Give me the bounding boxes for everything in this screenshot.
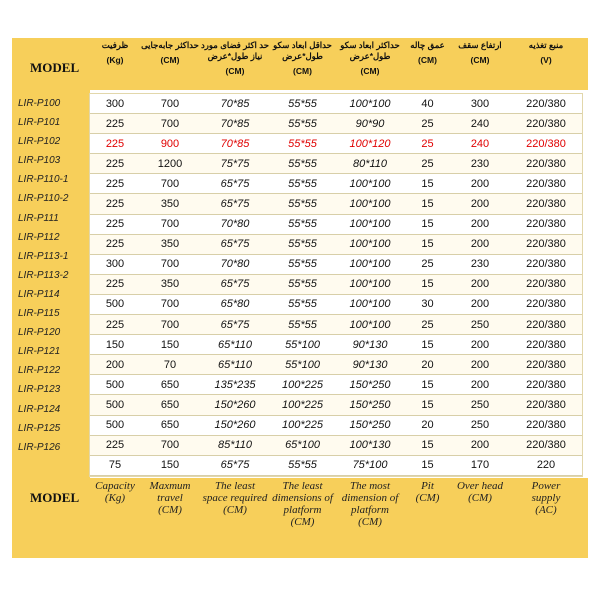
table-cell: 65*110 [200, 335, 270, 355]
model-name: LIR-P120 [18, 327, 61, 339]
table-cell: 220/380 [510, 174, 582, 194]
table-cell: 220 [510, 455, 582, 475]
table-cell: 300 [450, 94, 510, 114]
model-name: LIR-P114 [18, 288, 60, 300]
table-cell: 65*100 [270, 435, 335, 455]
table-cell: 250 [450, 395, 510, 415]
table-cell: 225 [90, 154, 140, 174]
model-name: LIR-P102 [18, 136, 61, 148]
column-footer-line: dimensions of [272, 492, 333, 504]
column-header-unit: (CM) [293, 66, 312, 76]
table-row [90, 315, 582, 335]
table-cell: 250 [450, 315, 510, 335]
table-cell: 70*85 [200, 134, 270, 154]
table-cell: 650 [140, 395, 200, 415]
table-cell: 700 [140, 94, 200, 114]
table-cell: 55*55 [270, 455, 335, 475]
table-cell: 150*250 [335, 415, 405, 435]
table-cell: 700 [140, 435, 200, 455]
table-cell: 100*100 [335, 174, 405, 194]
table-row [90, 214, 582, 234]
table-cell: 150*260 [200, 395, 270, 415]
column-header [140, 40, 200, 88]
table-cell: 150 [90, 335, 140, 355]
table-cell: 65*75 [200, 234, 270, 254]
column-header-label: حداکثر جابه‌جایی [141, 40, 199, 50]
column-footer [450, 478, 510, 558]
table-cell: 220/380 [510, 194, 582, 214]
table-cell: 150*250 [335, 375, 405, 395]
table-cell: 150 [140, 455, 200, 475]
column-header-unit: (V) [540, 55, 552, 65]
table-cell: 500 [90, 294, 140, 314]
table-cell: 55*55 [270, 294, 335, 314]
table-cell: 220/380 [510, 315, 582, 335]
table-cell: 55*55 [270, 114, 335, 134]
model-name: LIR-P113-2 [18, 269, 69, 281]
column-footer-line: (CM) [358, 516, 382, 528]
column-header-label: حداقل ابعاد سکو طول*عرض [273, 40, 332, 61]
table-cell: 25 [405, 134, 450, 154]
table-cell: 55*55 [270, 174, 335, 194]
table-cell: 200 [450, 355, 510, 375]
column-header [90, 40, 140, 88]
table-cell: 25 [405, 315, 450, 335]
column-header [450, 40, 510, 88]
table-cell: 90*90 [335, 114, 405, 134]
table-cell: 350 [140, 274, 200, 294]
column-header-unit: (CM) [360, 66, 380, 76]
column-header-label: ارتفاع سقف [458, 40, 502, 50]
table-cell: 200 [450, 274, 510, 294]
column-header-unit: (CM) [418, 55, 437, 65]
table-cell: 225 [90, 234, 140, 254]
table-cell: 25 [405, 114, 450, 134]
column-footer-line: Capacity [95, 480, 135, 492]
model-header-label: MODEL [30, 60, 80, 75]
table-cell: 70*85 [200, 94, 270, 114]
table-cell: 900 [140, 134, 200, 154]
table-cell: 230 [450, 254, 510, 274]
model-name: LIR-P112 [18, 231, 60, 243]
table-cell: 55*55 [270, 234, 335, 254]
table-cell: 100*225 [270, 415, 335, 435]
table-cell: 25 [405, 154, 450, 174]
table-cell: 70*80 [200, 214, 270, 234]
table-cell: 65*80 [200, 294, 270, 314]
table-cell: 65*75 [200, 174, 270, 194]
table-cell: 20 [405, 415, 450, 435]
model-name: LIR-P122 [18, 365, 61, 377]
column-footer-line: Over head [456, 480, 504, 492]
column-header [335, 40, 405, 88]
table-cell: 100*100 [335, 234, 405, 254]
table-cell: 200 [450, 214, 510, 234]
table-cell: 40 [405, 94, 450, 114]
column-footer-line: space required [202, 492, 268, 504]
column-footer [90, 478, 140, 558]
table-row [90, 335, 582, 355]
table-cell: 75*75 [200, 154, 270, 174]
table-cell: 100*100 [335, 315, 405, 335]
column-header [510, 40, 582, 88]
table-cell: 220/380 [510, 134, 582, 154]
column-footer-line: (CM) [468, 492, 492, 504]
table-cell: 70*80 [200, 254, 270, 274]
table-cell: 15 [405, 335, 450, 355]
table-cell: 650 [140, 415, 200, 435]
table-cell: 55*55 [270, 194, 335, 214]
table-cell: 150 [140, 335, 200, 355]
table-cell: 200 [450, 375, 510, 395]
table-row [90, 274, 582, 294]
table-cell: 55*55 [270, 154, 335, 174]
table-cell: 200 [450, 435, 510, 455]
model-name: LIR-P113-1 [18, 250, 69, 262]
model-list [16, 94, 90, 457]
table-cell: 225 [90, 274, 140, 294]
table-cell: 700 [140, 214, 200, 234]
column-footer-line: dimension of [341, 492, 399, 504]
column-footer-line: The most [349, 480, 391, 492]
table-cell: 220/380 [510, 395, 582, 415]
table-cell: 220/380 [510, 154, 582, 174]
table-cell: 90*130 [335, 335, 405, 355]
column-footer-line: (CM) [290, 516, 315, 528]
column-header-unit: (CM) [160, 55, 180, 65]
model-name: LIR-P110-1 [18, 174, 69, 186]
table-cell: 650 [140, 375, 200, 395]
table-cell: 135*235 [200, 375, 270, 395]
column-footer-line: (CM) [415, 492, 440, 504]
table-cell: 55*55 [270, 134, 335, 154]
table-row [90, 94, 582, 114]
column-footer-line: (CM) [158, 504, 182, 516]
table-cell: 65*75 [200, 274, 270, 294]
column-header-label: منبع تغذیه [528, 40, 564, 50]
table-cell: 70 [140, 355, 200, 375]
table-cell: 55*55 [270, 254, 335, 274]
table-cell: 700 [140, 174, 200, 194]
table-cell: 500 [90, 415, 140, 435]
table-row [90, 154, 582, 174]
table-cell: 25 [405, 254, 450, 274]
table-cell: 15 [405, 435, 450, 455]
table-cell: 55*55 [270, 94, 335, 114]
table-cell: 700 [140, 294, 200, 314]
table-cell: 15 [405, 214, 450, 234]
table-cell: 75 [90, 455, 140, 475]
column-footer-line: Pit [421, 480, 434, 492]
model-footer-label: MODEL [30, 490, 80, 505]
column-footer-line: Power [531, 480, 561, 492]
column-header [200, 40, 270, 88]
column-header-label: عمق چاله [410, 40, 445, 50]
table-cell: 55*100 [270, 335, 335, 355]
table-cell: 220/380 [510, 335, 582, 355]
table-cell: 200 [450, 294, 510, 314]
table-row [90, 174, 582, 194]
table-cell: 230 [450, 154, 510, 174]
table-cell: 100*100 [335, 274, 405, 294]
model-name: LIR-P100 [18, 98, 61, 109]
table-cell: 65*110 [200, 355, 270, 375]
table-cell: 250 [450, 415, 510, 435]
table-cell: 70*85 [200, 114, 270, 134]
table-cell: 220/380 [510, 355, 582, 375]
model-name: LIR-P126 [18, 441, 61, 453]
column-header [270, 40, 335, 88]
column-header [405, 40, 450, 88]
table-row [90, 134, 582, 154]
table-cell: 225 [90, 134, 140, 154]
table-cell: 300 [90, 254, 140, 274]
column-footer [200, 478, 270, 558]
table-cell: 170 [450, 455, 510, 475]
table-cell: 100*100 [335, 254, 405, 274]
model-name: LIR-P110-2 [18, 193, 69, 205]
table-cell: 350 [140, 194, 200, 214]
model-name: LIR-P115 [18, 308, 60, 320]
column-footer-line: platform [351, 504, 389, 516]
model-name: LIR-P124 [18, 403, 61, 415]
table-row [90, 415, 582, 435]
table-row [90, 375, 582, 395]
column-header-label: حد اکثر فضای مورد نیاز طول*عرض [201, 40, 269, 61]
column-footer [140, 478, 200, 558]
table-row [90, 254, 582, 274]
model-name: LIR-P123 [18, 384, 61, 396]
table-cell: 500 [90, 375, 140, 395]
table-cell: 220/380 [510, 114, 582, 134]
table-cell: 75*100 [335, 455, 405, 475]
table-cell: 15 [405, 194, 450, 214]
column-footer-line: The least [282, 480, 323, 492]
column-footer-line: platform [283, 504, 322, 516]
table-cell: 350 [140, 234, 200, 254]
table-cell: 100*100 [335, 194, 405, 214]
table-cell: 200 [450, 174, 510, 194]
table-row [90, 194, 582, 214]
table-cell: 65*75 [200, 455, 270, 475]
column-footer-line: (AC) [535, 504, 557, 516]
table-cell: 100*130 [335, 435, 405, 455]
table-row [90, 114, 582, 134]
table-cell: 100*120 [335, 134, 405, 154]
table-cell: 100*100 [335, 94, 405, 114]
column-footer-line: The least [214, 480, 256, 492]
column-footer-line: travel [157, 492, 183, 504]
table-row [90, 234, 582, 254]
table-cell: 220/380 [510, 375, 582, 395]
table-cell: 200 [90, 355, 140, 375]
column-header-unit: (CM) [225, 66, 245, 76]
column-footer [405, 478, 450, 558]
table-cell: 200 [450, 194, 510, 214]
table-cell: 220/380 [510, 234, 582, 254]
table-cell: 20 [405, 355, 450, 375]
column-header-label: حداکثر ابعاد سکو طول*عرض [340, 40, 400, 61]
model-name: LIR-P125 [18, 422, 61, 434]
table-cell: 225 [90, 174, 140, 194]
table-cell: 240 [450, 134, 510, 154]
spec-table [90, 94, 582, 476]
table-cell: 100*100 [335, 294, 405, 314]
table-cell: 15 [405, 274, 450, 294]
table-cell: 225 [90, 214, 140, 234]
table-cell: 200 [450, 234, 510, 254]
column-header-label: ظرفیت [101, 40, 129, 50]
table-cell: 100*225 [270, 395, 335, 415]
table-cell: 15 [405, 234, 450, 254]
column-footer [510, 478, 582, 558]
table-cell: 80*110 [335, 154, 405, 174]
table-cell: 240 [450, 114, 510, 134]
table-row [90, 455, 582, 475]
table-cell: 15 [405, 174, 450, 194]
table-cell: 55*55 [270, 214, 335, 234]
table-cell: 15 [405, 455, 450, 475]
table-cell: 1200 [140, 154, 200, 174]
column-footer [270, 478, 335, 558]
table-cell: 700 [140, 114, 200, 134]
column-header-unit: (CM) [470, 55, 490, 65]
table-cell: 220/380 [510, 435, 582, 455]
table-cell: 65*75 [200, 194, 270, 214]
table-row [90, 435, 582, 455]
column-footer-line: (CM) [223, 504, 247, 516]
table-row [90, 294, 582, 314]
table-cell: 55*100 [270, 355, 335, 375]
table-cell: 30 [405, 294, 450, 314]
table-cell: 55*55 [270, 315, 335, 335]
table-cell: 220/380 [510, 214, 582, 234]
table-cell: 225 [90, 114, 140, 134]
table-cell: 225 [90, 435, 140, 455]
table-cell: 300 [90, 94, 140, 114]
table-cell: 220/380 [510, 254, 582, 274]
table-cell: 65*75 [200, 315, 270, 335]
model-name: LIR-P101 [18, 117, 61, 129]
table-cell: 225 [90, 194, 140, 214]
table-cell: 220/380 [510, 294, 582, 314]
table-cell: 90*130 [335, 355, 405, 375]
table-cell: 220/380 [510, 415, 582, 435]
table-cell: 200 [450, 335, 510, 355]
table-cell: 100*100 [335, 214, 405, 234]
table-cell: 150*260 [200, 415, 270, 435]
table-cell: 700 [140, 254, 200, 274]
table-row [90, 355, 582, 375]
model-name: LIR-P111 [18, 212, 59, 224]
model-name: LIR-P103 [18, 155, 61, 167]
table-cell: 220/380 [510, 94, 582, 114]
column-footer-line: Maxmum [149, 480, 191, 492]
column-footer-line: (Kg) [104, 492, 126, 504]
column-footer [335, 478, 405, 558]
table-cell: 500 [90, 395, 140, 415]
table-cell: 85*110 [200, 435, 270, 455]
table-cell: 15 [405, 395, 450, 415]
table-cell: 55*55 [270, 274, 335, 294]
table-cell: 220/380 [510, 274, 582, 294]
table-cell: 100*225 [270, 375, 335, 395]
table-cell: 15 [405, 375, 450, 395]
column-header-unit: (Kg) [106, 55, 124, 65]
table-cell: 150*250 [335, 395, 405, 415]
table-cell: 225 [90, 315, 140, 335]
table-cell: 700 [140, 315, 200, 335]
column-footer-line: supply [531, 492, 561, 504]
table-row [90, 395, 582, 415]
model-name: LIR-P121 [18, 346, 61, 358]
